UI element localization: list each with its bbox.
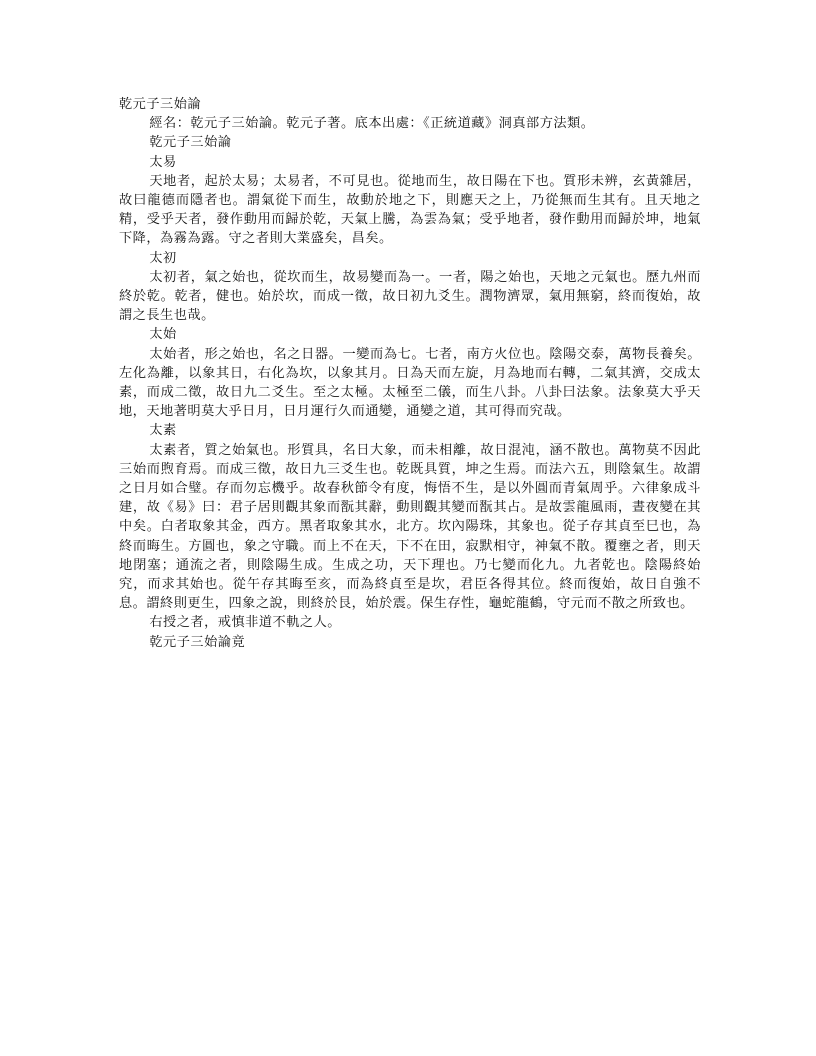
section-paragraph: 太始者，形之始也，名之日器。一變而為七。七者，南方火位也。陰陽交泰，萬物長養矣。左化為離，以象其日，右化為坎，以象其月。日為天而左旋，月為地而右轉，二氣其濟，交成太素，而成二徵，故日九二爻生。至之太極。太極至二儀，而生八卦。八卦曰法象。法象莫大乎天地，天地著明莫大乎日月，日月運行久而通變，通變之道，其可得而究哉。 — [119, 346, 701, 420]
section-paragraph: 天地者，起於太易；太易者，不可見也。從地而生，故日陽在下也。質形未辨，玄黃雜居，故曰龍德而隱者也。謂氣從下而生，故動於地之下，則應天之上，乃從無而生其有。且天地之精，受乎天者，發作動用而歸於乾，天氣上騰，為雲為氣；受乎地者，發作動用而歸於坤，地氣下降，為霧為露。守之者則大業盛矣，昌矣。 — [119, 173, 701, 247]
document-page — [119, 95, 701, 652]
closing-note: 右授之者，戒慎非道不軌之人。 — [149, 615, 341, 631]
document-subtitle: 乾元子三始論 — [149, 135, 232, 151]
section-heading: 太易 — [149, 154, 177, 170]
end-title: 乾元子三始論竟 — [149, 634, 246, 650]
section-paragraph: 太素者，質之始氣也。形質具，名日大象，而未相離，故日混沌，涵不散也。萬物莫不因此三始而煦育焉。而成三徵，故日九三爻生也。乾既具質，坤之生焉。而法六五，則陰氣生。故謂之日月如合璧。存而勿忘機乎。故春秋節令有度，悔悟不生，是以外圓而青氣周乎。六律象成斗建，故《易》曰：君子居則觀其象而翫其辭，動則觀其變而翫其占。是故雲龍風雨，晝夜變在其中矣。白者取象其金，西方。黑者取象其水，北方。坎內陽珠，其象也。從子存其貞至巳也，為終而晦生。方圓也，象之守職。而上不在天，下不在田，寂默相守，神氣不散。覆壅之者，則天地閉塞；通流之者，則陰陽生成。生成之功，天下理也。乃七變而化九。九者乾也。陰陽終始究，而求其始也。從午存其晦至亥，而為終貞至是坎，君臣各得其位。終而復始，故日自強不息。謂終則更生，四象之說，則終於艮，始於震。保生存性，龜蛇龍鶴，守元而不散之所致也。 — [119, 442, 701, 612]
section-heading: 太素 — [149, 423, 177, 439]
section-heading: 太始 — [149, 327, 177, 343]
section-heading: 太初 — [149, 250, 177, 266]
section-paragraph: 太初者，氣之始也，從坎而生，故易變而為一。一者，陽之始也，天地之元氣也。歷九州而終於乾。乾者，健也。始於坎，而成一徵，故日初九爻生。潤物濟眾，氣用無窮，終而復始，故謂之長生也哉。 — [119, 269, 701, 324]
document-title: 乾元子三始論 — [119, 97, 202, 112]
colophon: 經名：乾元子三始論。乾元子著。底本出處：《正統道藏》洞真部方法類。 — [149, 116, 595, 132]
